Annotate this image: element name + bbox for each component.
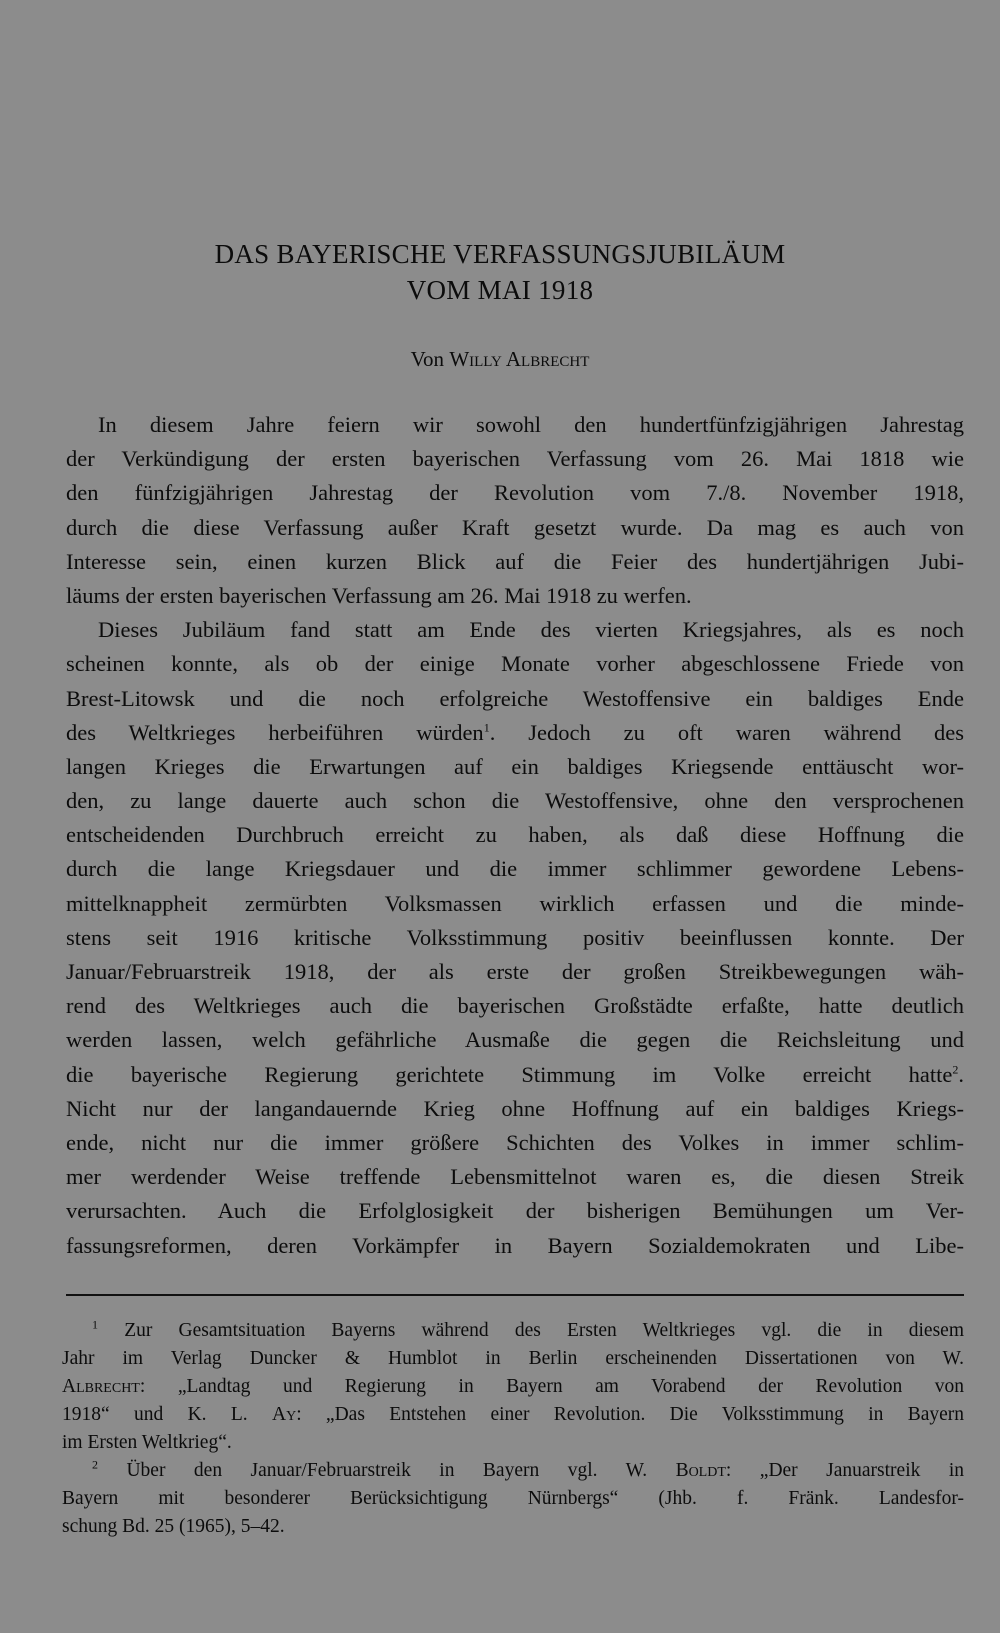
body-line: des Weltkrieges herbeiführen würden$^1$. Jedoch zu oft waren während des	[66, 719, 965, 745]
body-line: der Verkündigung der ersten bayerischen Verfassung vom 26. Mai 1818 wie	[66, 446, 964, 472]
article-title-line-1: DAS BAYERISCHE VERFASSUNGSJUBILÄUM	[214, 239, 786, 269]
body-line: stens seit 1916 kritische Volksstimmung positiv beeinflussen konnte. Der	[66, 924, 964, 950]
footnote-text: : „Das Entstehen einer Revolution. Die Volksstimmung in Bayern	[296, 1404, 965, 1425]
footnote-divider	[66, 1294, 964, 1296]
footnote-text: 1918“ und K. L.	[62, 1404, 272, 1425]
footnote-text: : „Der Januarstreik in	[725, 1460, 964, 1481]
footnote-2	[62, 1457, 964, 1485]
footnote-text: : „Landtag und Regierung in Bayern am Vorabend der Revolution von	[139, 1376, 964, 1397]
body-line-segment: des Weltkrieges herbeiführen würden	[66, 719, 484, 745]
article-title-line-2: VOM MAI 1918	[406, 275, 594, 305]
cited-author: Albrecht	[62, 1376, 140, 1397]
body-line: In diesem Jahre feiern wir sowohl den hundertfünfzigjährigen Jahrestag	[98, 412, 964, 437]
body-line: fassungsreformen, deren Vorkämpfer in Bayern Sozialdemokraten und Libe-	[66, 1232, 964, 1258]
body-line: den, zu lange dauerte auch schon die Westoffensive, ohne den versprochenen	[66, 788, 964, 814]
body-line: durch die lange Kriegsdauer und die immer schlimmer gewordene Lebens-	[66, 856, 964, 882]
body-line: werden lassen, welch gefährliche Ausmaße die gegen die Reichsleitung und	[66, 1027, 964, 1053]
body-line: läums der ersten bayerischen Verfassung am 26. Mai 1918 zu werfen.	[66, 582, 692, 608]
footnote-1	[62, 1317, 964, 1345]
footnote-ref-2[interactable]: 2	[952, 1062, 959, 1077]
body-line: Januar/Februarstreik 1918, der als erste der großen Streikbewegungen wäh-	[66, 959, 964, 984]
footnotes	[62, 1317, 964, 1541]
footnote-ref-1[interactable]: 1	[483, 720, 490, 735]
footnote-text: Über den Januar/Februarstreik in Bayern vgl. W.	[126, 1460, 676, 1481]
body-line: Nicht nur der langandauernde Krieg ohne Hoffnung auf ein baldiges Kriegs-	[66, 1095, 964, 1121]
footnote-line: Bayern mit besonderer Berücksichtigung Nürnbergs“ (Jhb. f. Fränk. Landesfor-	[62, 1488, 964, 1509]
footnote-line: Jahr im Verlag Duncker & Humblot in Berlin erscheinenden Dissertationen von W.	[62, 1348, 964, 1369]
body-line: Brest-Litowsk und die noch erfolgreiche Westoffensive ein baldiges Ende	[66, 685, 964, 711]
cited-author: Boldt	[675, 1460, 726, 1481]
article-body	[66, 408, 964, 1263]
body-line: scheinen konnte, als ob der einige Monate vorher abgeschlossene Friede von	[66, 651, 964, 677]
body-line: Dieses Jubiläum fand statt am Ende des vierten Kriegsjahres, als es noch	[98, 617, 964, 643]
footnote-text: Zur Gesamtsituation Bayerns während des Ersten Weltkrieges vgl. die in diesem	[124, 1320, 965, 1341]
footnote-line: im Ersten Weltkrieg“.	[62, 1432, 232, 1453]
body-line: durch die diese Verfassung außer Kraft gesetzt wurde. Da mag es auch von	[66, 514, 964, 540]
footnote-line	[62, 1401, 964, 1429]
body-line: den fünfzigjährigen Jahrestag der Revolution vom 7./8. November 1918,	[66, 480, 964, 506]
footnote-marker-1: 1	[92, 1317, 98, 1332]
cited-author: Ay	[271, 1404, 297, 1425]
footnote-marker-2: 2	[92, 1457, 98, 1472]
author-name: Willy Albrecht	[449, 347, 590, 371]
body-line: die bayerische Regierung gerichtete Stimmung im Volke erreicht hatte$^2$.	[66, 1061, 964, 1087]
body-line: ende, nicht nur die immer größere Schichten des Volkes in immer schlim-	[66, 1129, 964, 1155]
body-line: rend des Weltkrieges auch die bayerischen Großstädte erfaßte, hatte deutlich	[66, 993, 964, 1019]
footnote-line	[62, 1373, 964, 1401]
author-byline	[0, 344, 1000, 374]
body-line: Interesse sein, einen kurzen Blick auf die Feier des hundertjährigen Jubi-	[66, 548, 964, 574]
body-line-segment: Jedoch zu oft waren während des	[528, 719, 965, 745]
body-line: verursachten. Auch die Erfolglosigkeit der bisherigen Bemühungen um Ver-	[66, 1198, 964, 1224]
body-line: mer werdender Weise treffende Lebensmittelnot waren es, die diesen Streik	[66, 1164, 964, 1190]
byline-prefix: Von	[410, 347, 450, 371]
body-line: mittelknappheit zermürbten Volksmassen wirklich erfassen und die minde-	[66, 890, 964, 916]
footnote-line: schung Bd. 25 (1965), 5–42.	[62, 1516, 285, 1537]
body-line-segment: die bayerische Regierung gerichtete Stimmung im Volke erreicht hatte	[66, 1061, 953, 1087]
body-line: langen Krieges die Erwartungen auf ein baldiges Kriegsende enttäuscht wor-	[66, 753, 964, 779]
body-line: entscheidenden Durchbruch erreicht zu haben, als daß diese Hoffnung die	[66, 822, 964, 848]
